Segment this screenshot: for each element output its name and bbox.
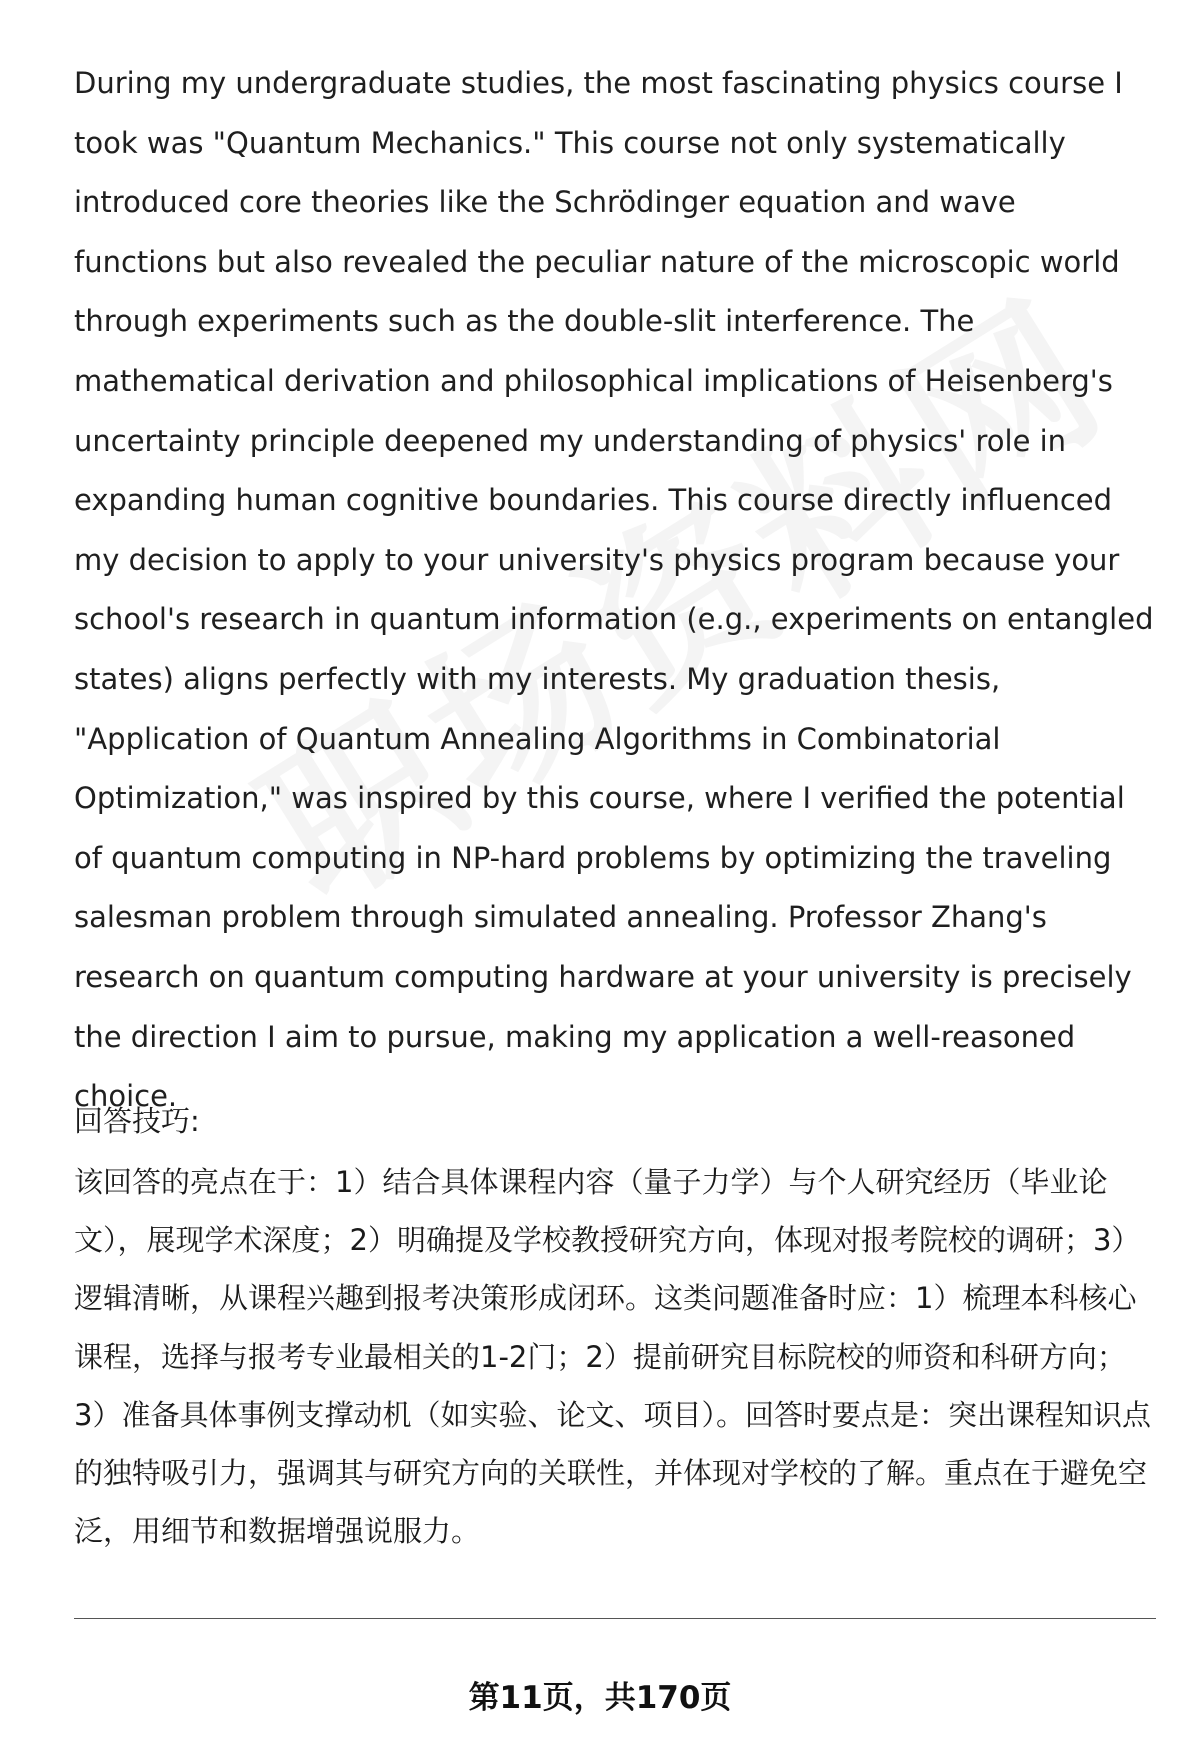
tips-body: 该回答的亮点在于：1）结合具体课程内容（量子力学）与个人研究经历（毕业论文），展现学术深度；2）明确提及学校教授研究方向，体现对报考院校的调研；3）逻辑清晰，从课程兴趣到报考决策形成闭环。这类问题准备时应：1）梳理本科核心课程，选择与报考专业最相关的1-2门；2）提前研究目标院校的师资和科研方向；3）准备具体事例支撑动机（如实验、论文、项目）。回答时要点是：突出课程知识点的独特吸引力，强调其与研究方向的关联性，并体现对学校的了解。重点在于避免空泛，用细节和数据增强说服力。 xyxy=(74,1165,1151,1549)
tips-heading: 回答技巧: xyxy=(74,1104,200,1138)
page-number: 第11页，共170页 xyxy=(468,1680,732,1716)
footer-divider xyxy=(74,1618,1156,1619)
answer-paragraph: During my undergraduate studies, the most fascinating physics course I took was "Quantum Mechanics." This course not only systematically introduced core theories like the Schrödinger equation and wave functions but also revealed the peculiar nature of the microscopic world through experiments such as the double-slit interference. The mathematical derivation and philosophical implications of Heisenberg's uncertainty principle deepened my understanding of physics' role in expanding human cognitive boundaries. This course directly influenced my decision to apply to your university's physics program because your school's research in quantum information (e.g., experiments on entangled states) aligns perfectly with my interests. My graduation thesis, "Application of Quantum Annealing Algorithms in Combinatorial Optimization," was inspired by this course, where I verified the potential of quantum computing in NP-hard problems by optimizing the traveling salesman problem through simulated annealing. Professor Zhang's research on quantum computing hardware at your university is precisely the direction I aim to pursue, making my application a well-reasoned choice. xyxy=(74,66,1154,1114)
